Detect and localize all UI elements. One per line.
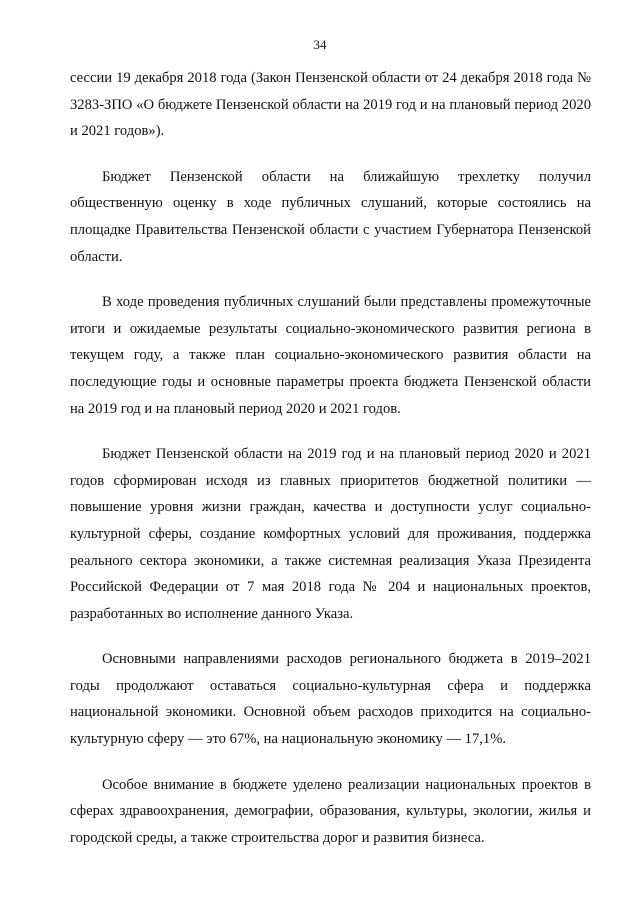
paragraph-national-projects: Особое внимание в бюджете уделено реализации национальных проектов в сферах здравоохранения, демографии, образования, культуры, экологии, жилья и городской среды, а также строительства дорог и развития бизнеса.	[70, 776, 591, 846]
paragraph-hearings-results: В ходе проведения публичных слушаний были представлены промежуточные итоги и ожидаемые результаты социально-экономического развития региона в текущем году, а также план социально-экономического развития области на последующие годы и основные параметры проекта бюджета Пензенской области на 2019 год и на плановый период 2020 и 2021 годов.	[70, 294, 591, 417]
paragraph-public-hearings: Бюджет Пензенской области на ближайшую трехлетку получил общественную оценку в ходе публичных слушаний, которые состоялись на площадке Правительства Пензенской области с участием Губернатора Пензенской области.	[70, 168, 591, 265]
paragraph-expense-directions: Основными направлениями расходов регионального бюджета в 2019–2021 годы продолжают оставаться социально-культурная сфера и поддержка национальной экономики. Основной объем расходов приходится на социально-культурную сферу — это 67%, на национальную экономику — 17,1%.	[70, 651, 591, 748]
document-body	[70, 65, 591, 870]
paragraph-continuation: сессии 19 декабря 2018 года (Закон Пензенской области от 24 декабря 2018 года № 3283-ЗПО «О бюджете Пензенской области на 2019 год и на плановый период 2020 и 2021 годов»).	[70, 70, 591, 140]
page-number: 34	[313, 37, 327, 52]
paragraph-budget-priorities: Бюджет Пензенской области на 2019 год и на плановый период 2020 и 2021 годов сформирован исходя из главных приоритетов бюджетной политики — повышение уровня жизни граждан, качества и доступности услуг социально-культурной сферы, создание комфортных условий для проживания, поддержка реального сектора экономики, а также системная реализация Указа Президента Российской Федерации от 7 мая 2018 года № 204 и национальных проектов, разработанных во исполнение данного Указа.	[70, 446, 591, 622]
